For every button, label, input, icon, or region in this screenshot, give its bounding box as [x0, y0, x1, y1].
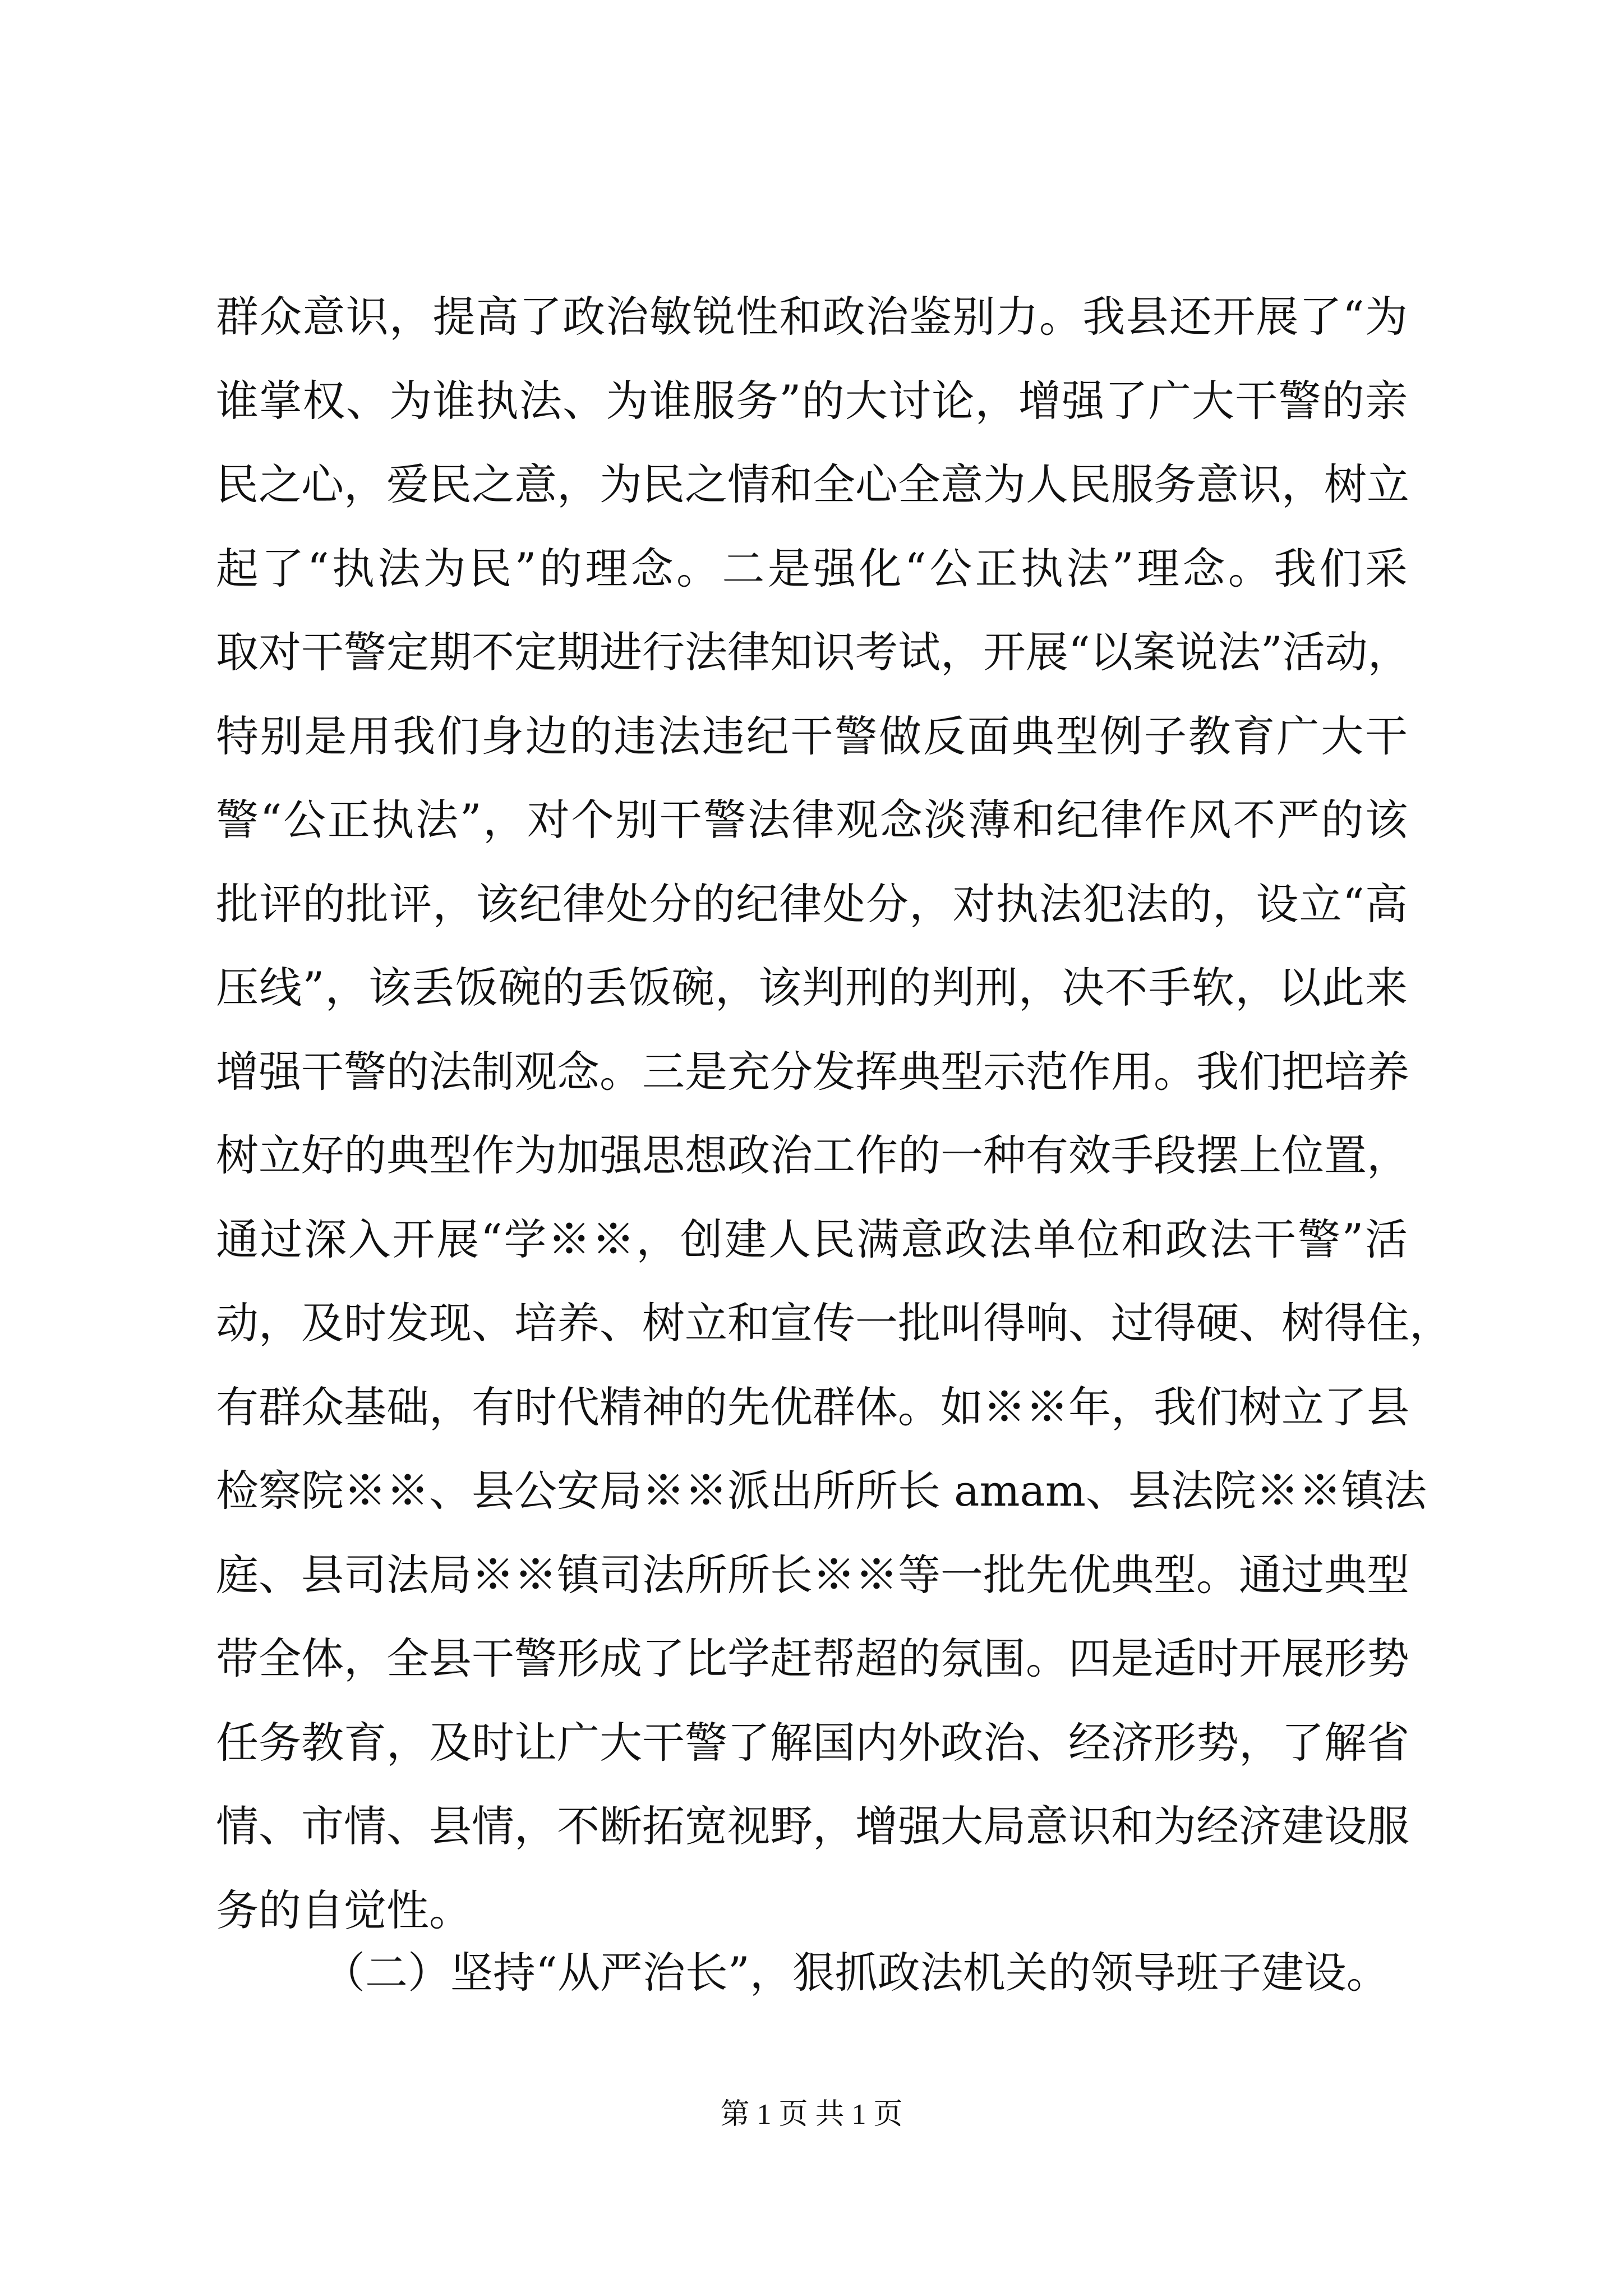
text-line: 动，及时发现、培养、树立和宣传一批叫得响、过得硬、树得住，: [216, 1298, 1452, 1348]
text-line: 庭、县司法局※※镇司法所所长※※等一批先优典型。通过典型: [216, 1549, 1409, 1600]
text-line: 取对干警定期不定期进行法律知识考试，开展“以案说法”活动，: [216, 627, 1410, 677]
text-line: 起了“执法为民”的理念。二是强化“公正执法”理念。我们采: [216, 543, 1408, 593]
text-line: 有群众基础，有时代精神的先优群体。如※※年，我们树立了县: [216, 1382, 1409, 1432]
body-paragraph: [216, 275, 1452, 1952]
text-line: 增强干警的法制观念。三是充分发挥典型示范作用。我们把培养: [216, 1046, 1409, 1097]
text-line: 民之心，爱民之意，为民之情和全心全意为人民服务意识，树立: [216, 459, 1409, 509]
text-line: 检察院※※、县公安局※※派出所所长 amam、县法院※※镇法: [216, 1466, 1427, 1516]
text-line: 特别是用我们身边的违法违纪干警做反面典型例子教育广大干: [216, 711, 1408, 761]
section-heading: （二）坚持“从严治长”，狠抓政法机关的领导班子建设。: [322, 1948, 1389, 1998]
text-line: 谁掌权、为谁执法、为谁服务”的大讨论，增强了广大干警的亲: [216, 375, 1408, 426]
text-line: 通过深入开展“学※※，创建人民满意政法单位和政法干警”活: [216, 1214, 1408, 1264]
text-line: 任务教育，及时让广大干警了解国内外政治、经济形势，了解省: [216, 1717, 1409, 1768]
page-footer: 第 1 页 共 1 页: [720, 2099, 903, 2131]
text-line: 压线”，该丢饭碗的丢饭碗，该判刑的判刑，决不手软，以此来: [216, 963, 1408, 1013]
text-line: 警“公正执法”，对个别干警法律观念淡薄和纪律作风不严的该: [216, 795, 1408, 845]
text-line: 批评的批评，该纪律处分的纪律处分，对执法犯法的，设立“高: [216, 878, 1408, 929]
text-line: 带全体，全县干警形成了比学赶帮超的氛围。四是适时开展形势: [216, 1634, 1409, 1683]
text-line: 群众意识，提高了政治敏锐性和政治鉴别力。我县还开展了“为: [216, 292, 1408, 342]
text-line: 树立好的典型作为加强思想政治工作的一种有效手段摆上位置，: [216, 1130, 1409, 1180]
text-line: 情、市情、县情，不断拓宽视野，增强大局意识和为经济建设服: [216, 1801, 1409, 1851]
text-line: 务的自觉性。: [216, 1885, 472, 1935]
